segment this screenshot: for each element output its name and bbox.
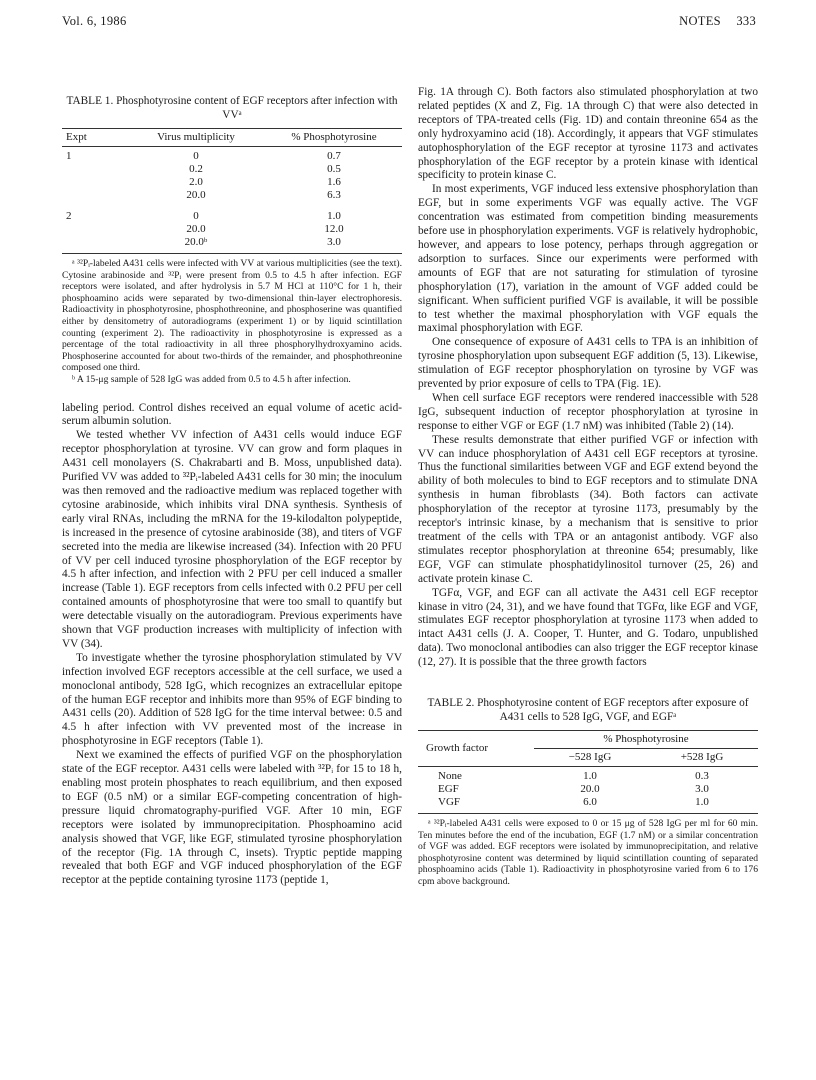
table1-footnote-a: ᵃ ³²Pᵢ-labeled A431 cells were infected with VV at various multiplicities (see the text). Cytosine arabinoside and ³²Pᵢ were present from 0.5 to 4.5 h after infection. EGF receptors were isolated, and after hydrolysis in 5.7 M HCl at 110°C for 1 h, their phosphoamino acids were separated by two-dimensional thin-layer electrophoresis. Radioactivity in phosphotyrosine, phosphothreonine, and phosphoserine was quantified either by densitometry of autoradiograms (experiment 1) or by liquid scintillation counting (experiment 2). The radioactivity in phosphotyrosine is expressed as a percentage of the total radioactivity in all three phosphorylhydroxyamino acids. Phosphoserine accounted for about two-thirds of the remainder, and phosphothreonine composed one third. bbox=[62, 258, 402, 374]
paragraph: When cell surface EGF receptors were rendered inaccessible with 528 IgG, subsequent induction of receptor phosphorylation at tyrosine in response to either VGF or EGF (1.7 nM) was inhibited (Table 2) (14). bbox=[418, 391, 758, 432]
paragraph: These results demonstrate that either purified VGF or infection with VV can induce phosphorylation of A431 cell EGF receptors at tyrosine. Thus the functional similarities between VGF and EGF extend beyond the ability of both molecules to bind to EGF receptors and to stimulate DNA synthesis in human fibroblasts (34). Both factors can activate phosphorylation of the receptor at tyrosine 1173, presumably by the receptor's intrinsic kinase, by a mechanism that is sensitive to prior treatment of the cells with TPA or an antagonist antibody. VGF also stimulates receptor phosphorylation at threonine 654; presumably, like EGF, VGF can stimulate phosphatidylinositol turnover (25, 26) and activate protein kinase C. bbox=[418, 433, 758, 585]
table-row: EGF 20.0 3.0 bbox=[438, 783, 709, 796]
table2-header-minus-igg: −528 IgG bbox=[534, 749, 646, 767]
table1-header-multiplicity: Virus multiplicity bbox=[157, 131, 235, 143]
left-column bbox=[62, 54, 402, 888]
paragraph: Next we examined the effects of purified VGF on the phosphorylation state of the EGF receptor. A431 cells were labeled with ³²Pᵢ for 15 to 18 h, enabling most protein phosphates to reach equilibrium, and then exposed to EGF (0.5 nM) or a similar EGF-competing concentration of high-pressure liquid chromatography-purified VGF. After 10 min, EGF receptors were isolated by immunoprecipitation. Phosphoamino acid analysis showed that VGF, like EGF, stimulated tyrosine phosphorylation of the receptor (Fig. 1A through C, insets). Tryptic peptide mapping revealed that both EGF and VGF induced phosphorylation of the EGF receptor at the peptide containing tyrosine 1173 (peptide 1, bbox=[62, 749, 402, 887]
left-body-text bbox=[62, 402, 402, 889]
running-header-volume: Vol. 6, 1986 bbox=[62, 14, 127, 28]
table2-header-phosphotyrosine: % Phosphotyrosine bbox=[603, 733, 689, 746]
paragraph: In most experiments, VGF induced less extensive phosphorylation than EGF, but in some experiments VGF was equally active. The VGF concentration was estimated from competition binding measurements before use in phosphorylation experiments. VGF is relatively hydrophobic, however, and appears to lose potency, perhaps through aggregation or adsorption to surfaces. Since our experiments were performed with amounts of EGF that are not saturating for stimulation of tyrosine phosphorylation (17), variation in the amount of VGF added could be significant. When sufficient purified VGF is available, it will be possible to test whether the maximal phosphorylation with VGF equals the maximal phosphorylation with EGF. bbox=[418, 183, 758, 335]
table-row: 1 0 0.7 bbox=[62, 147, 402, 164]
table1 bbox=[62, 128, 402, 254]
table-row: 0.2 0.5 bbox=[189, 163, 341, 175]
table1-header-expt: Expt bbox=[66, 131, 87, 143]
running-header-page: NOTES 333 bbox=[679, 14, 756, 28]
table1-footnote-b: ᵇ A 15-μg sample of 528 IgG was added from 0.5 to 4.5 h after infection. bbox=[72, 373, 351, 385]
paragraph: TGFα, VGF, and EGF can all activate the A431 cell EGF receptor kinase in vitro (24, 31), and we have found that TGFα, like EGF and VGF, stimulates EGF receptor phosphorylation at tyrosine 1173 when added to intact A431 cells (J. A. Cooper, T. Hunter, and G. Todaro, unpublished data). Two monoclonal antibodies can also trigger the EGF receptor kinase (12, 27). It is possible that the three growth factors bbox=[418, 586, 758, 669]
right-column bbox=[418, 54, 758, 888]
table2-footnote-a: ᵃ ³²Pᵢ-labeled A431 cells were exposed to 0 or 15 μg of 528 IgG per ml for 60 min. Ten minutes before the end of the incubation, EGF (1.7 nM) or a similar concentration of VGF was added. EGF receptors were isolated by immunoprecipitation, and relative phosphotyrosine content was determined by liquid scintillation counting of separated phosphoamino acids (Table 1). Radioactivity in phosphotyrosine varied from 6 to 176 cpm above background. bbox=[418, 818, 758, 888]
right-body-text bbox=[418, 86, 758, 670]
paragraph: To investigate whether the tyrosine phosphorylation stimulated by VV infection involved EGF receptors accessible at the cell surface, we used a monoclonal antibody, 528 IgG, which recognizes an extracellular epitope of the human EGF receptor and inhibits more than 95% of EGF binding to A431 cells (20). Addition of 528 IgG for the time interval betwee: 0.5 and 4.5 h after infection with VV prevented most of the increase in phosphotyrosine in EGF receptors (Table 1). bbox=[62, 651, 402, 748]
paragraph: We tested whether VV infection of A431 cells would induce EGF receptor phosphorylation at tyrosine. VV can grow and form plaques in A431 cell monolayers (S. Chakrabarti and B. Moss, unpublished data). Purified VV was added to ³²Pᵢ-labeled A431 cells for 30 min; the inoculum was then removed and the radioactive medium was replaced together with cytosine arabinoside, which inhibits viral DNA synthesis. Synthesis of early viral RNAs, including the mRNA for the 19-kilodalton polypeptide, is increased in the presence of cytosine arabinoside (38), and titers of VGF secreted into the media are likewise increased (34). Infection with 20 PFU of VV per cell induced tyrosine phosphorylation of the EGF receptor by 4.5 h after infection, and infection with 2 PFU per cell induced a smaller increase (Table 1). EGF receptors from cells infected with 0.2 PFU per cell contained amounts of phosphotyrosine that were too small to quantify but were detectable visually on the autoradiogram. Previous experiments have shown that VGF production increases with multiplicity of infection with VV (34). bbox=[62, 429, 402, 650]
table-row: 2.0 1.6 bbox=[189, 176, 341, 188]
table-row: VGF 6.0 1.0 bbox=[438, 796, 709, 809]
paragraph: One consequence of exposure of A431 cells to TPA is an inhibition of tyrosine phosphorylation upon subsequent EGF addition (5, 13). Likewise, stimulation of EGF receptor phosphorylation on tyrosine by VGF was prevented by prior exposure of cells to TPA (Fig. 1E). bbox=[418, 336, 758, 391]
table1-footnotes bbox=[62, 258, 402, 386]
table-row: 20.0ᵇ 3.0 bbox=[184, 236, 341, 248]
table2-title: TABLE 2. Phosphotyrosine content of EGF receptors after exposure of A431 cells to 528 IgG, VGF, and EGFᵃ bbox=[427, 697, 749, 724]
table-row: 20.0 12.0 bbox=[186, 223, 344, 235]
table2-header-plus-igg: +528 IgG bbox=[646, 749, 758, 767]
table-row: None 1.0 0.3 bbox=[418, 767, 758, 784]
table-row: 2 0 1.0 bbox=[66, 210, 341, 222]
paragraph: labeling period. Control dishes received an equal volume of acetic acid-serum albumin solution. bbox=[62, 401, 402, 428]
table2 bbox=[418, 730, 758, 814]
table-row: 20.0 6.3 bbox=[186, 189, 341, 201]
table1-header-phosphotyrosine: % Phosphotyrosine bbox=[291, 131, 377, 143]
paragraph: Fig. 1A through C). Both factors also stimulated phosphorylation at two related peptides (X and Z, Fig. 1A through C) that were also detected in receptors of TPA-treated cells (Fig. 1D) and contain threonine 654 as the only hydroxyamino acid (18). Accordingly, it appears that VGF stimulates autophosphorylation of the EGF receptor at tyrosine 1173 and activates phosphorylation of the EGF receptor by a protein kinase with identical specificity to protein kinase C. bbox=[418, 86, 758, 182]
table1-title: TABLE 1. Phosphotyrosine content of EGF receptors after infection with VVᵃ bbox=[66, 95, 398, 121]
table2-header-growth-factor: Growth factor bbox=[426, 742, 489, 755]
table2-footnotes bbox=[418, 818, 758, 888]
